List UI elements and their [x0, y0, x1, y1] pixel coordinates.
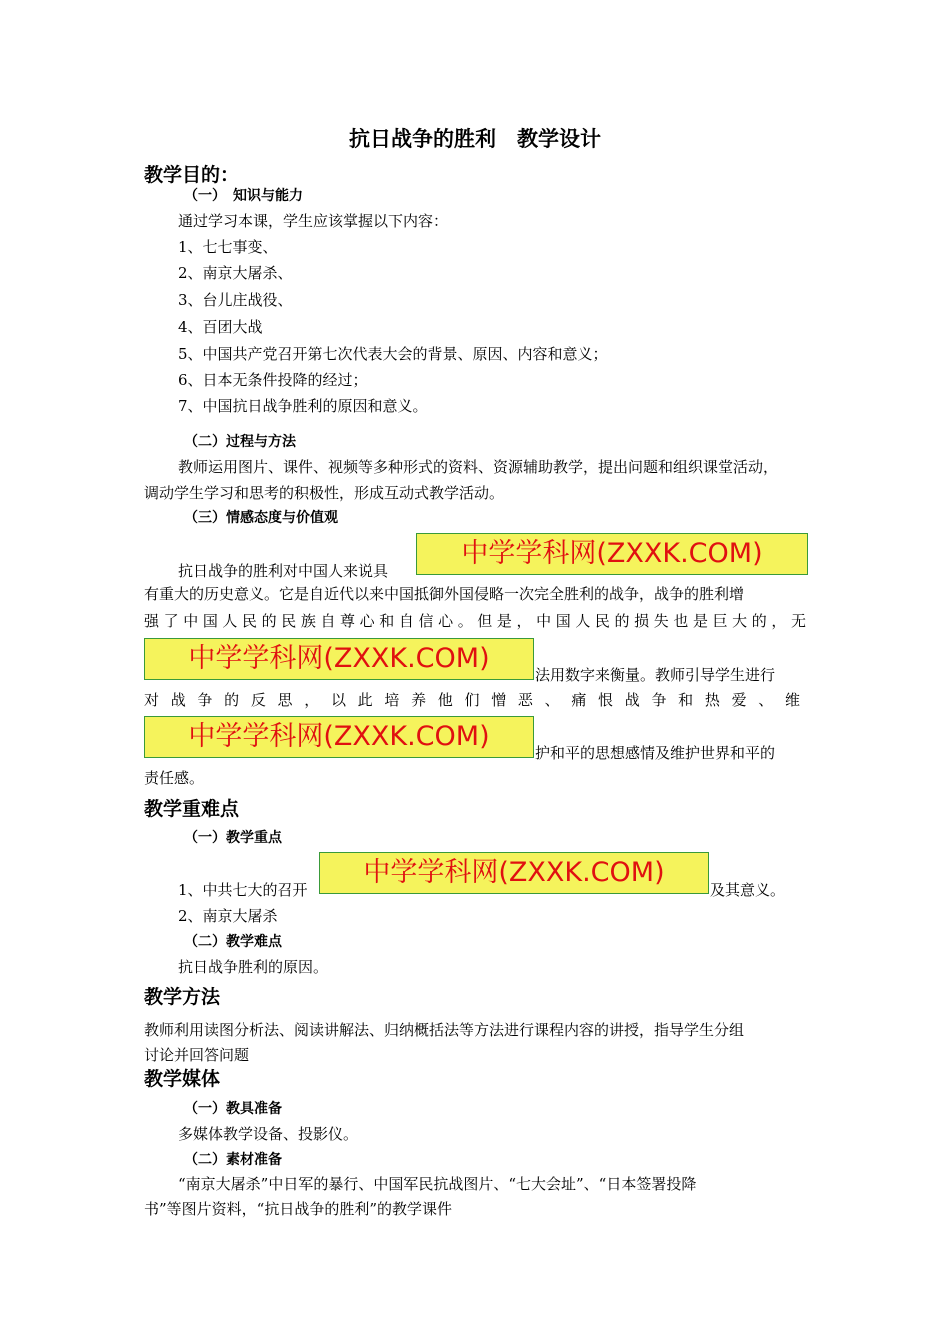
list-item: 及其意义。	[710, 881, 786, 899]
subheading-equipment: （一）教具准备	[184, 1101, 282, 1117]
subheading-materials: （二）素材准备	[184, 1152, 282, 1168]
paragraph-line: 讨论并回答问题	[144, 1046, 250, 1064]
paragraph-line: 书”等图片资料，“抗日战争的胜利”的教学课件	[144, 1200, 453, 1218]
heading-teaching-goals: 教学目的：	[144, 164, 240, 186]
list-item: 2、南京大屠杀	[178, 907, 278, 925]
paragraph-line: 法用数字来衡量。教师引导学生进行	[535, 666, 776, 684]
paragraph-line: 抗日战争胜利的原因。	[178, 958, 329, 976]
subheading-focus: （一）教学重点	[184, 830, 282, 846]
subheading-process: （二）过程与方法	[184, 434, 296, 450]
paragraph-line: 调动学生学习和思考的积极性，形成互动式教学活动。	[144, 484, 505, 502]
list-item: 7、中国抗日战争胜利的原因和意义。	[178, 397, 428, 415]
list-item: 5、中国共产党召开第七次代表大会的背景、原因、内容和意义；	[178, 345, 608, 363]
watermark-logo: 中学学科网(ZXXK.COM)	[144, 638, 534, 680]
watermark-logo: 中学学科网(ZXXK.COM)	[416, 533, 808, 575]
list-item: 1、中共七大的召开	[178, 881, 308, 899]
heading-media: 教学媒体	[144, 1068, 221, 1090]
paragraph-line: 责任感。	[144, 769, 205, 787]
list-item: 2、南京大屠杀、	[178, 264, 293, 282]
paragraph-line: 教师利用读图分析法、阅读讲解法、归纳概括法等方法进行课程内容的讲授，指导学生分组	[144, 1021, 745, 1039]
paragraph-line: “南京大屠杀”中日军的暴行、中国军民抗战图片、“七大会址”、“日本签署投降	[178, 1175, 697, 1193]
intro-text: 通过学习本课，学生应该掌握以下内容：	[178, 212, 449, 230]
paragraph-line: 护和平的思想感情及维护世界和平的	[535, 744, 776, 762]
list-item: 1、七七事变、	[178, 238, 278, 256]
paragraph-line: 抗日战争的胜利对中国人来说具	[178, 562, 389, 580]
heading-key-points: 教学重难点	[144, 798, 240, 820]
list-item: 6、日本无条件投降的经过；	[178, 371, 368, 389]
paragraph-line: 有重大的历史意义。它是自近代以来中国抵御外国侵略一次完全胜利的战争，战争的胜利增	[144, 585, 745, 603]
subheading-difficulty: （二）教学难点	[184, 934, 282, 950]
heading-methods: 教学方法	[144, 986, 221, 1008]
document-title: 抗日战争的胜利 教学设计	[349, 127, 601, 151]
watermark-logo: 中学学科网(ZXXK.COM)	[144, 716, 534, 758]
subheading-attitude: （三）情感态度与价值观	[184, 510, 338, 526]
paragraph-line: 教师运用图片、课件、视频等多种形式的资料、资源辅助教学，提出问题和组织课堂活动，	[178, 458, 779, 476]
watermark-logo: 中学学科网(ZXXK.COM)	[319, 852, 709, 894]
list-item: 3、台儿庄战役、	[178, 291, 293, 309]
list-item: 4、百团大战	[178, 318, 263, 336]
paragraph-line: 多媒体教学设备、投影仪。	[178, 1125, 359, 1143]
paragraph-line: 强了中国人民的民族自尊心和自信心。但是，中国人民的损失也是巨大的，无	[144, 612, 806, 630]
paragraph-line: 对战争的反思，以此培养他们憎恶、痛恨战争和热爱、维	[144, 691, 806, 709]
subheading-knowledge: （一） 知识与能力	[184, 188, 303, 204]
